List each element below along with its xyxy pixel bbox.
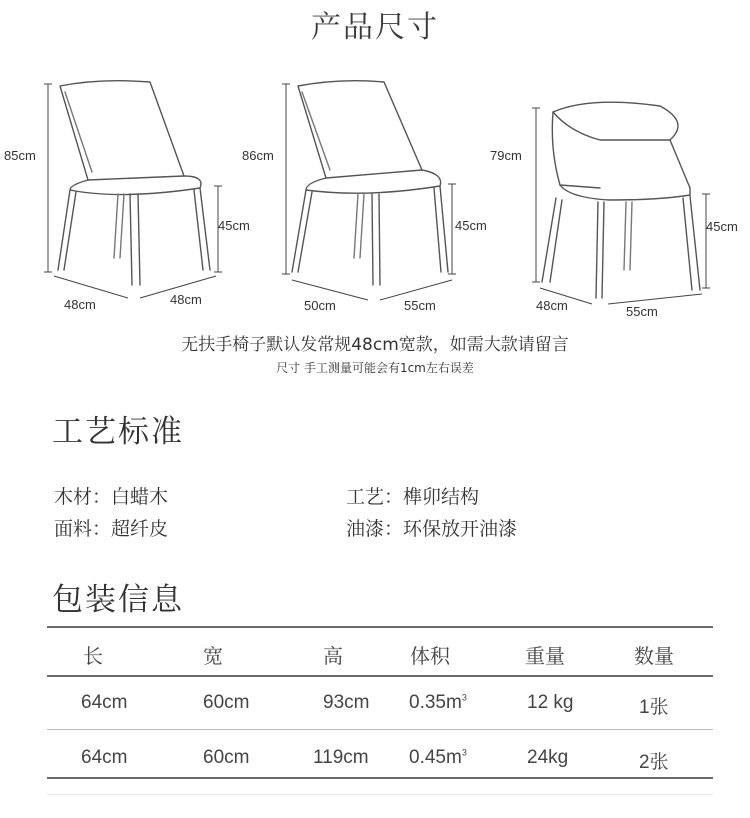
chair-2-seat-height-label: 45cm — [455, 218, 487, 233]
row-1-width: 60cm — [203, 692, 250, 713]
measurement-note: 尺寸 手工测量可能会有1cm左右误差 — [276, 361, 474, 375]
header-weight: 重量 — [525, 644, 565, 668]
chair-3-width-label: 48cm — [536, 298, 568, 313]
row-1-quantity: 1张 — [639, 697, 669, 718]
chair-2-height-label: 86cm — [242, 148, 274, 163]
header-quantity: 数量 — [634, 644, 674, 668]
table-header-rule — [47, 675, 713, 677]
table-top-rule — [47, 626, 713, 628]
chair-2-depth-label: 55cm — [404, 298, 436, 313]
row-2-length: 64cm — [81, 747, 128, 768]
craft-section-title: 工艺标准 — [52, 414, 184, 450]
chair-1-depth-label: 48cm — [170, 292, 202, 307]
table-footer-rule — [47, 794, 713, 795]
chair-3-seat-height-label: 45cm — [706, 219, 738, 234]
chair-1-drawing — [58, 81, 210, 285]
chair-3-depth-label: 55cm — [626, 304, 658, 319]
chair-dimension-illustrations — [0, 60, 750, 320]
row-1-weight: 12 kg — [527, 692, 574, 713]
chair-3-drawing — [542, 102, 700, 298]
header-volume: 体积 — [410, 644, 450, 668]
chair-3-height-label: 79cm — [490, 148, 522, 163]
chair-1-seat-height-label: 45cm — [218, 218, 250, 233]
spec-craft: 工艺：榫卯结构 — [346, 486, 480, 508]
spec-fabric: 面料：超纤皮 — [54, 518, 169, 540]
spec-wood: 木材：白蜡木 — [54, 486, 169, 508]
header-height: 高 — [323, 644, 343, 668]
header-width: 宽 — [203, 644, 223, 668]
size-note: 无扶手椅子默认发常规48cm宽款，如需大款请留言 — [181, 335, 569, 355]
table-bottom-rule — [47, 777, 713, 779]
header-length: 长 — [83, 644, 103, 668]
row-1-height: 93cm — [323, 692, 370, 713]
row-2-width: 60cm — [203, 747, 250, 768]
packing-section-title: 包装信息 — [52, 582, 184, 618]
row-2-volume: $0.45m^3$ — [409, 747, 467, 768]
spec-paint: 油漆：环保放开油漆 — [346, 518, 518, 540]
chair-1-width-label: 48cm — [64, 297, 96, 312]
row-1-length: 64cm — [81, 692, 128, 713]
row-2-weight: 24kg — [527, 747, 569, 768]
row-2-quantity: 2张 — [639, 752, 669, 773]
row-1-volume: $0.35m^3$ — [409, 692, 467, 713]
table-row-rule — [47, 729, 713, 730]
chair-2-drawing — [292, 81, 448, 285]
chair-1-height-label: 85cm — [4, 148, 36, 163]
row-2-height: 119cm — [313, 747, 369, 768]
chair-2-width-label: 50cm — [304, 298, 336, 313]
page-title: 产品尺寸 — [311, 10, 439, 45]
